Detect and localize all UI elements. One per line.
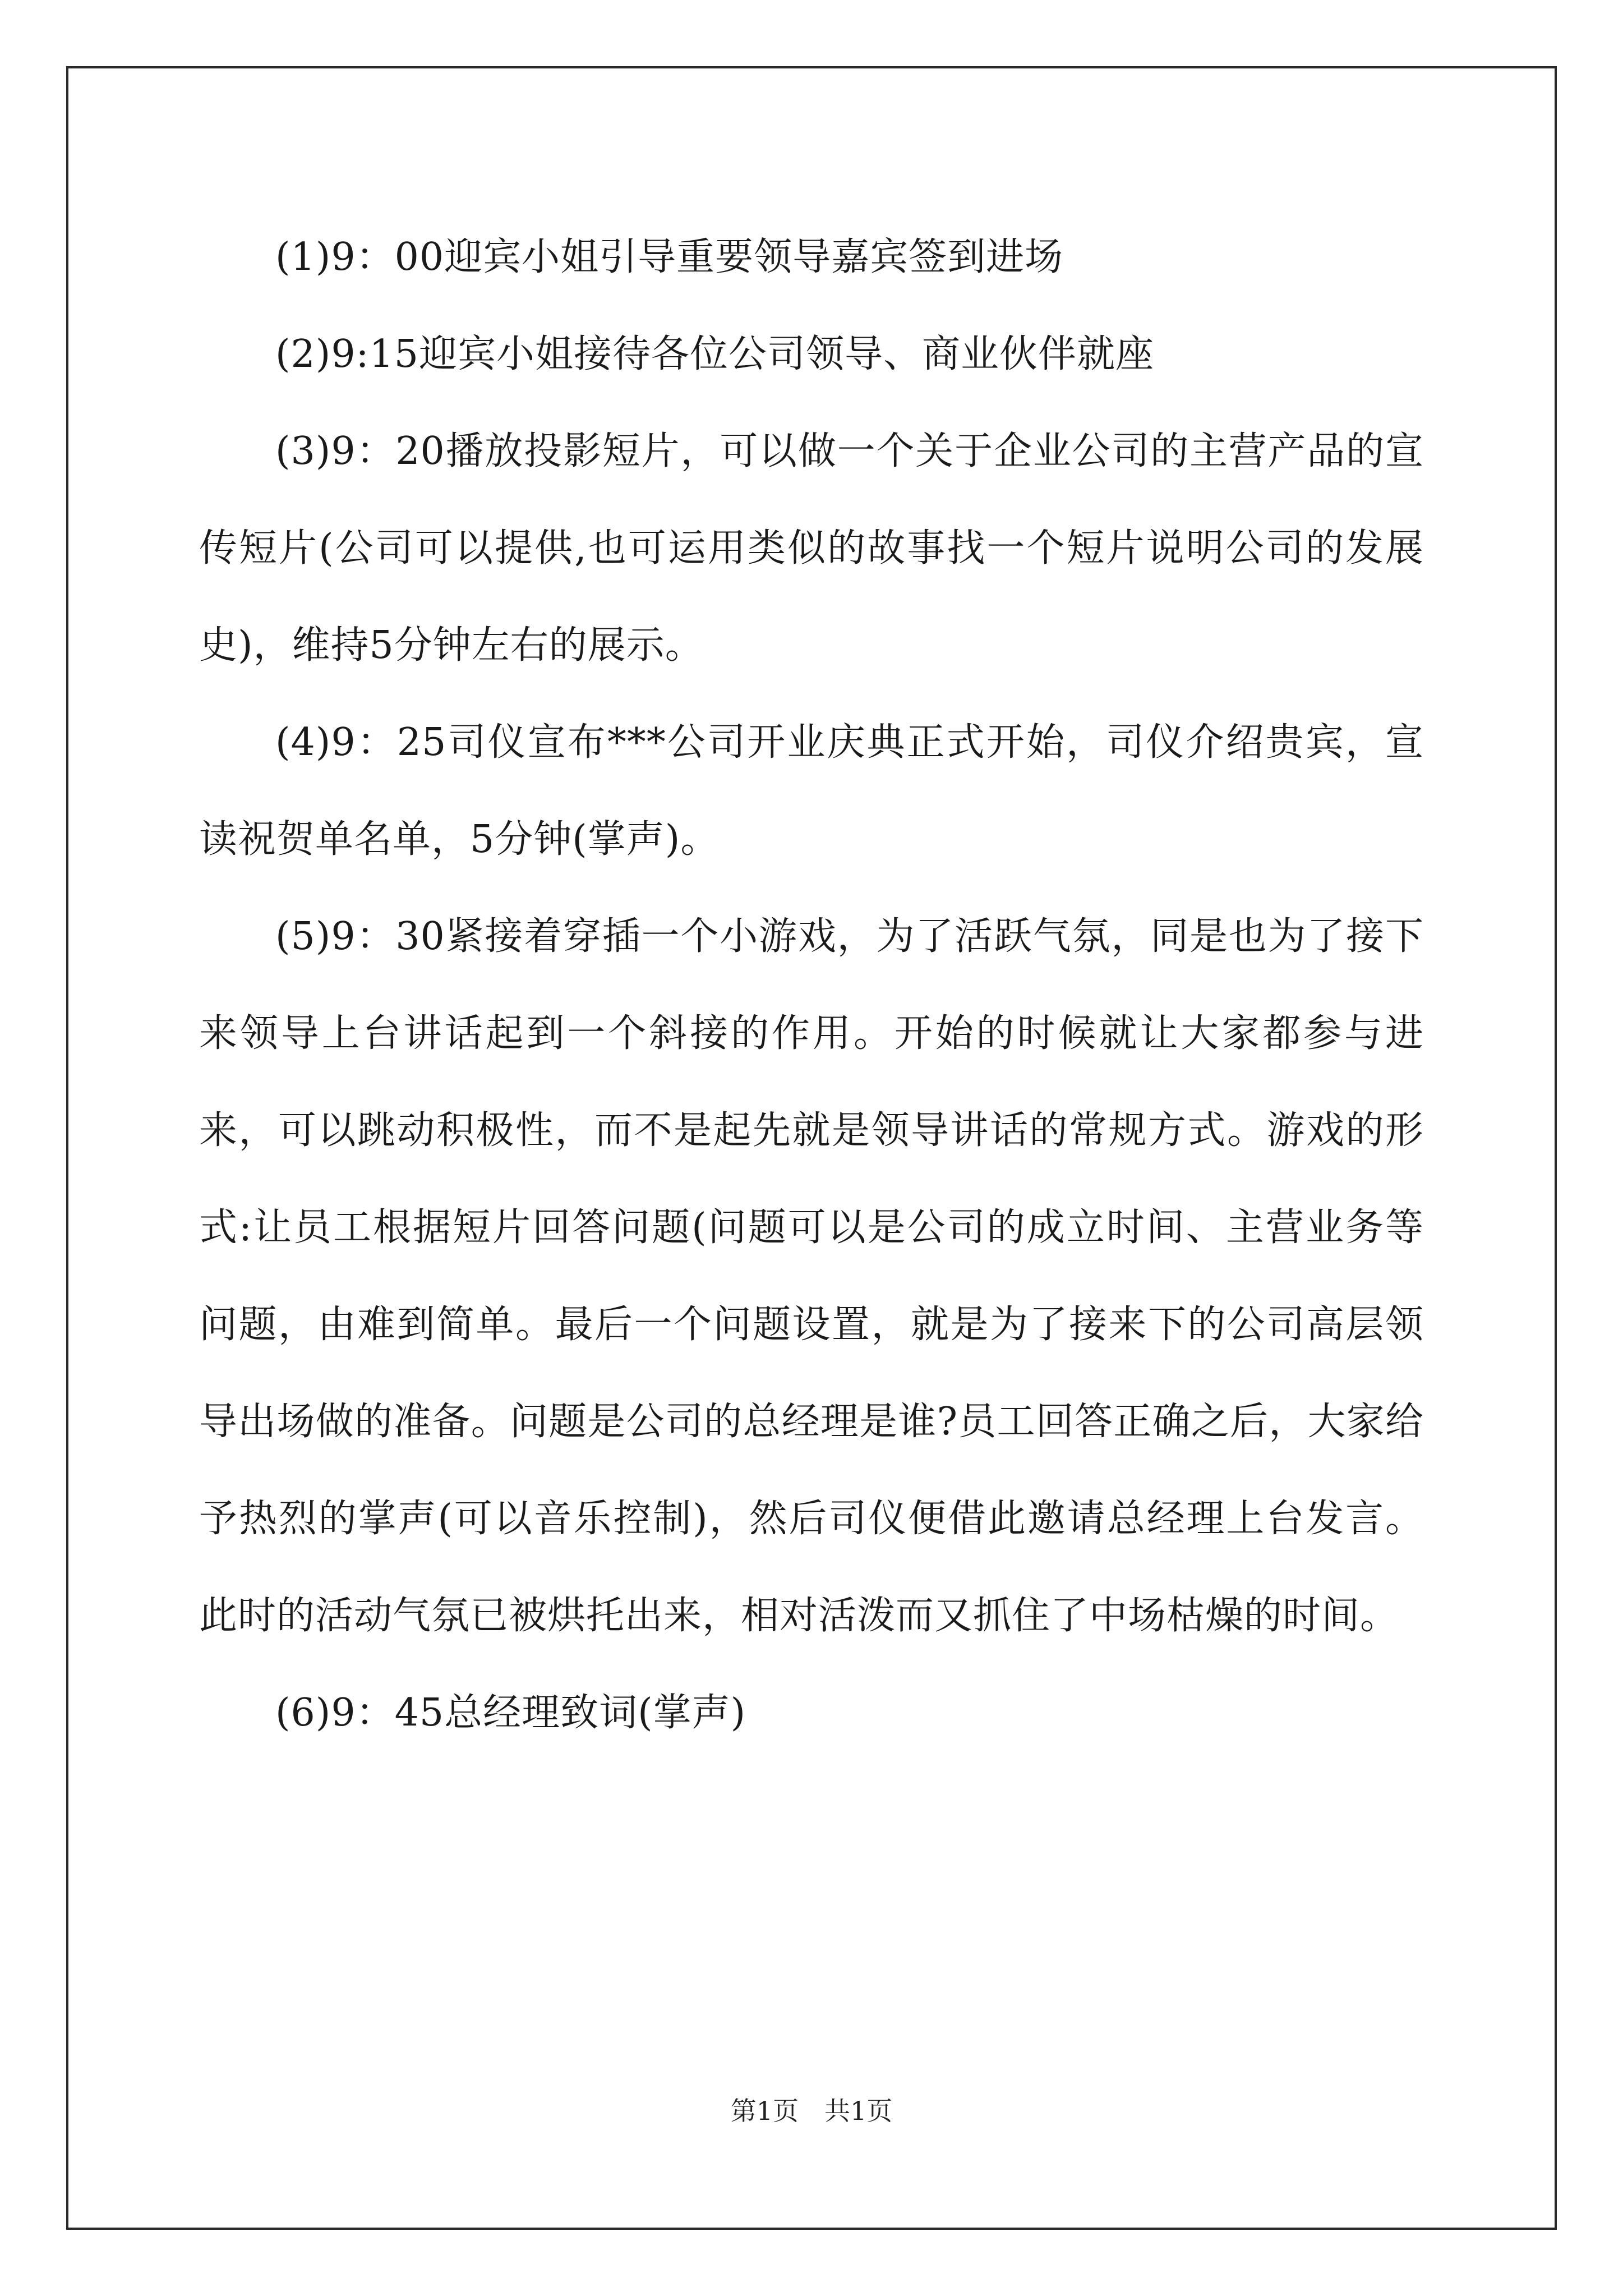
document-body xyxy=(199,209,1424,1761)
paragraph-6: (6)9：45总经理致词(掌声) xyxy=(275,1691,746,1735)
paragraph-5: (5)9：30紧接着穿插一个小游戏，为了活跃气氛，同是也为了接下来领导上台讲话起到一个斜接的作用。开始的时候就让大家都参与进来，可以跳动积极性，而不是起先就是领导讲话的常规方式。游戏的形式:让员工根据短片回答问题(问题可以是公司的成立时间、主营业务等问题，由难到简单。最后一个问题设置，就是为了接来下的公司高层领导出场做的准备。问题是公司的总经理是谁?员工回答正确之后，大家给予热烈的掌声(可以音乐控制)，然后司仪便借此邀请总经理上台发言。此时的活动气氛已被烘托出来，相对活泼而又抓住了中场枯燥的时间。 xyxy=(199,914,1424,1638)
paragraph-3: (3)9：20播放投影短片，可以做一个关于企业公司的主营产品的宣传短片(公司可以提供,也可运用类似的故事找一个短片说明公司的发展史)，维持5分钟左右的展示。 xyxy=(199,429,1424,668)
paragraph-4: (4)9：25司仪宣布***公司开业庆典正式开始，司仪介绍贵宾，宣读祝贺单名单，5分钟(掌声)。 xyxy=(199,720,1424,862)
paragraph-1: (1)9：00迎宾小姐引导重要领导嘉宾签到进场 xyxy=(275,235,1064,279)
page-footer xyxy=(0,2094,1623,2128)
page-number-total: 共1页 xyxy=(824,2096,893,2126)
page-number-current: 第1页 xyxy=(730,2096,799,2126)
paragraph-2: (2)9:15迎宾小姐接待各位公司领导、商业伙伴就座 xyxy=(275,332,1155,376)
